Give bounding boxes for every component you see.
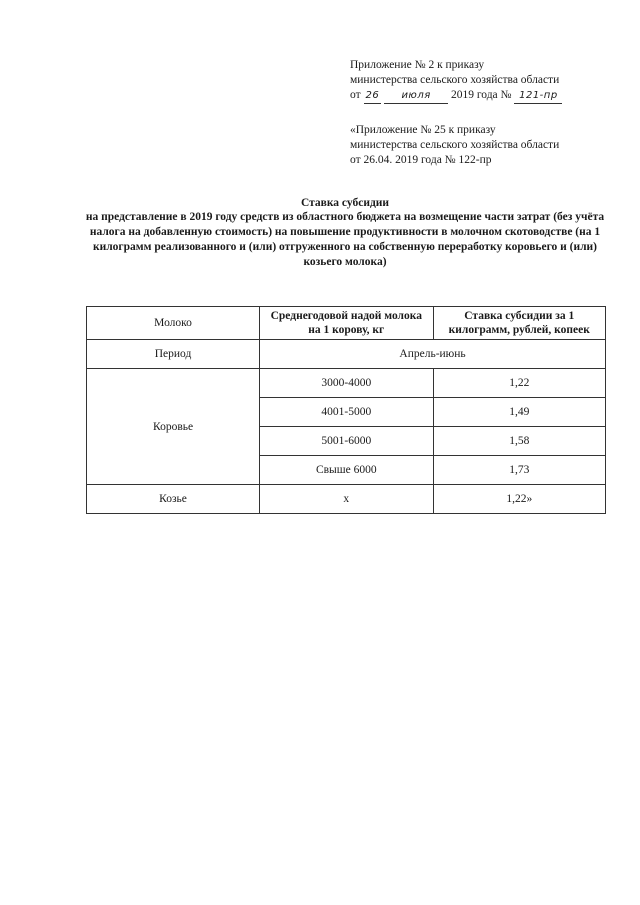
period-value: Апрель-июнь (260, 340, 606, 369)
goat-rate-cell: 1,22» (433, 485, 605, 514)
header2-line-appendix: «Приложение № 25 к приказу (350, 124, 496, 136)
document-subtitle: на представление в 2019 году средств из областного бюджета на возмещение части затрат (без учёта налога на добавленную стоимость) на повышение продуктивности в молочном скотоводстве (на 1 килограмм реализованного и (или) отгруженного на собственную переработку коровьего и (или) козьего молока) (85, 211, 605, 268)
cow-milk-label: Коровье (87, 369, 260, 485)
yield-cell: 5001-6000 (260, 427, 433, 456)
header-line-ministry: министерства сельского хозяйства области (350, 74, 560, 86)
date-middle: 2019 года № (450, 89, 512, 101)
handwritten-number: 121-пр (519, 90, 558, 101)
table-row (87, 369, 606, 398)
yield-cell: 3000-4000 (260, 369, 433, 398)
period-label: Период (87, 340, 260, 369)
rate-cell: 1,73 (433, 456, 605, 485)
header2-line-ministry: министерства сельского хозяйства области (350, 139, 560, 151)
document-title: Ставка субсидии (300, 197, 390, 209)
table-row-goat (87, 485, 606, 514)
goat-milk-label: Козье (87, 485, 260, 514)
subsidy-rate-table (86, 306, 606, 514)
yield-cell: Свыше 6000 (260, 456, 433, 485)
header-line-appendix: Приложение № 2 к приказу (350, 59, 485, 71)
yield-cell: 4001-5000 (260, 398, 433, 427)
handwritten-month: июля (401, 90, 431, 101)
rate-cell: 1,22 (433, 369, 605, 398)
handwritten-day: 26 (364, 88, 382, 104)
header-approval-block (350, 58, 610, 104)
header-milk: Молоко (87, 307, 260, 340)
rate-cell: 1,49 (433, 398, 605, 427)
header2-line-date: от 26.04. 2019 года № 122-пр (350, 154, 492, 166)
table-row-period (87, 340, 606, 369)
date-prefix: от (350, 89, 361, 101)
header-yield: Среднегодовой надой молока на 1 корову, кг (260, 307, 433, 340)
header-rate: Ставка субсидии за 1 килограмм, рублей, копеек (433, 307, 605, 340)
goat-yield-cell: х (260, 485, 433, 514)
header-line-date (350, 88, 610, 104)
table-header-row (87, 307, 606, 340)
rate-cell: 1,58 (433, 427, 605, 456)
header-original-appendix-block (350, 123, 610, 168)
